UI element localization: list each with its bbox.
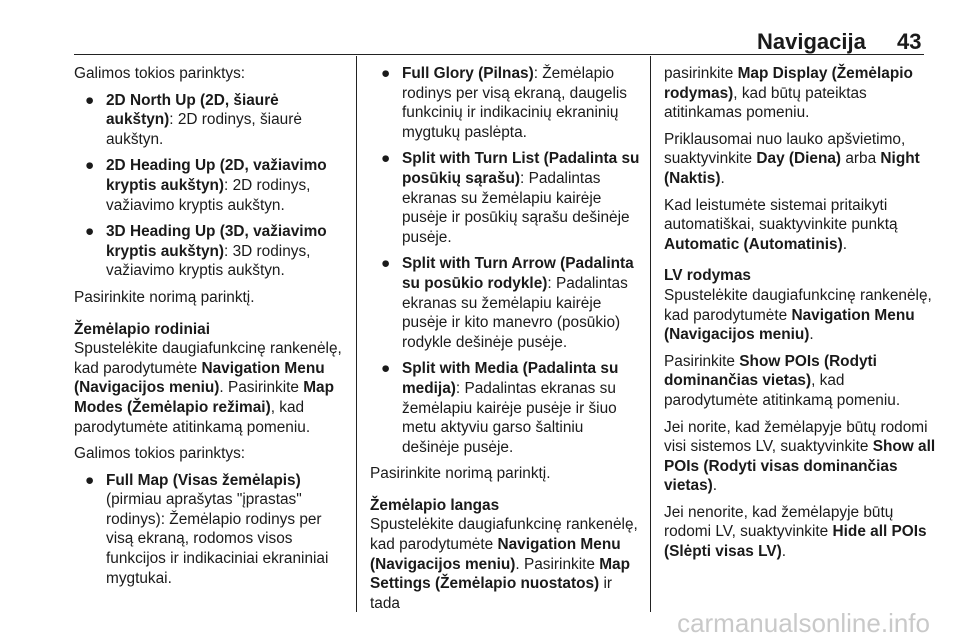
page-title: Navigacija [757,29,866,54]
bullet-icon: ● [381,150,391,168]
bullet-icon: ● [85,471,95,489]
menu-name: Map Settings (Žemėlapio nuostatos) [370,555,631,593]
section-heading: Žemėlapio rodiniai [74,320,210,338]
text: Spustelėkite daugiafunkcinę rankenėlę, kad parodytumėte [370,516,638,554]
text: Jei nenorite, kad žemėlapyje būtų rodomi LV, suaktyvinkite [664,503,894,541]
column-divider-1 [356,56,357,612]
text: Priklausomai nuo lauko apšvietimo, suaktyvinkite [664,130,906,168]
option-text: (pirmiau aprašytas "įprastas" rodinys): Žemėlapio rodinys per visą ekraną, rodomos visos funkcijos ir indikaciniai ekraniniai mygtukai. [106,491,329,587]
option-text: : 2D rodinys, važiavimo kryptis aukštyn. [106,176,311,214]
paragraph [664,503,936,562]
list-item [370,254,640,352]
options-list [370,64,640,457]
menu-name: Map Modes (Žemėlapio režimai) [74,379,335,416]
text: , kad parodytumėte atitinkamą pomeniu. [664,372,901,409]
paragraph [370,515,640,613]
option-label: 2D North Up (2D, šiaurė aukštyn) [106,91,279,129]
option-text: : 2D rodinys, šiaurė aukštyn. [106,111,302,148]
paragraph [664,418,936,496]
option-label: Full Map (Visas žemėlapis) [106,471,301,489]
option-label: Split with Media (Padalinta su medija) [402,360,619,397]
column-divider-2 [650,56,651,612]
text: Jei norite, kad žemėlapyje būtų rodomi visi sistemos LV, suaktyvinkite [664,418,928,456]
bullet-icon: ● [381,65,391,82]
text: . Pasirinkite [515,555,600,573]
option-text: : Padalintas ekranas su žemėlapiu kairėje pusėje ir kito manevro (posūkio) rodykle dešinėje pusėje. [402,274,628,351]
paragraph: Galimos tokios parinktys: [74,445,246,463]
text: . [842,235,847,253]
menu-name: Navigation Menu (Navigacijos meniu) [370,536,621,573]
list-item [74,156,346,215]
list-item [74,471,346,589]
option-name: Day (Diena) [756,150,842,168]
paragraph: Pasirinkite norimą parinktį. [370,465,551,483]
column-1 [74,64,346,595]
option-label: 2D Heading Up (2D, važiavimo kryptis aukštyn) [106,157,327,194]
bullet-icon: ● [381,255,391,273]
paragraph: Galimos tokios parinktys: [74,65,246,82]
option-name: Hide all POIs (Slėpti visas LV) [664,523,927,561]
list-item [370,359,640,457]
option-label: Split with Turn List (Padalinta su posūkių sąrašu) [402,150,640,187]
option-label: 3D Heading Up (3D, važiavimo kryptis aukštyn) [106,223,327,260]
paragraph [664,64,936,123]
list-item [370,64,640,142]
option-label: Full Glory (Pilnas) [402,65,534,82]
option-text: : Padalintas ekranas su žemėlapiu kairėje pusėje ir šiuo metu aktyviu garso šaltiniu dešinėje pusėje. [402,379,617,456]
paragraph [74,339,346,437]
bullet-icon: ● [85,223,95,241]
page-number: 43 [897,29,922,54]
paragraph [664,286,936,345]
text: . [712,477,718,495]
text: pasirinkite [664,65,738,82]
options-list [74,91,346,281]
text: arba [841,150,881,168]
menu-name: Map Display (Žemėlapio rodymas) [664,65,913,102]
list-item [74,222,346,281]
option-name: Automatic (Automatinis) [664,235,843,253]
option-name: Night (Naktis) [664,150,920,187]
text: . [781,543,787,561]
option-name: Show all POIs (Rodyti visas dominančias vietas) [664,438,936,495]
option-text: : Žemėlapio rodinys per visą ekraną, daugelis funkcinių ir indikacinių ekraninių mygtukų paslėpta. [402,65,627,141]
paragraph: Pasirinkite norimą parinktį. [74,288,255,306]
options-list [74,471,346,589]
list-item [370,149,640,247]
text: . [720,169,725,187]
paragraph [664,130,936,189]
text: . Pasirinkite [219,379,304,397]
text: ir tada [370,575,612,612]
text: Kad leistumėte sistemai pritaikyti automatiškai, suaktyvinkite punktą [664,196,898,234]
bullet-icon: ● [85,91,95,109]
option-text: : 3D rodinys, važiavimo kryptis aukštyn. [106,242,311,280]
text: , kad būtų pateiktas atitinkamas pomeniu. [664,84,867,122]
bullet-icon: ● [381,360,391,378]
text: Pasirinkite [664,352,740,370]
list-item [74,91,346,150]
column-3 [664,64,936,569]
text: Spustelėkite daugiafunkcinę rankenėlę, kad parodytumėte [74,340,342,377]
watermark: carmanualsonline.info [677,608,930,638]
text: , kad parodytumėte atitinkamą pomeniu. [74,398,311,436]
menu-name: Navigation Menu (Navigacijos meniu) [74,359,325,397]
section-heading: Žemėlapio langas [370,496,500,514]
text: Spustelėkite daugiafunkcinę rankenėlę, kad parodytumėte [664,286,932,324]
column-2 [370,64,640,620]
paragraph [664,196,936,255]
page-header [0,0,960,58]
option-label: Split with Turn Arrow (Padalinta su posūkio rodykle) [402,255,634,292]
option-text: : Padalintas ekranas su žemėlapiu kairėje pusėje ir posūkių sąrašu dešinėje pusėje. [402,169,630,246]
section-heading: LV rodymas [664,267,751,285]
bullet-icon: ● [85,157,95,175]
menu-name: Navigation Menu (Navigacijos meniu) [664,306,915,344]
header-rule [74,54,924,55]
menu-name: Show POIs (Rodyti dominančias vietas) [664,352,877,390]
text: . [809,326,814,344]
paragraph [664,352,936,411]
